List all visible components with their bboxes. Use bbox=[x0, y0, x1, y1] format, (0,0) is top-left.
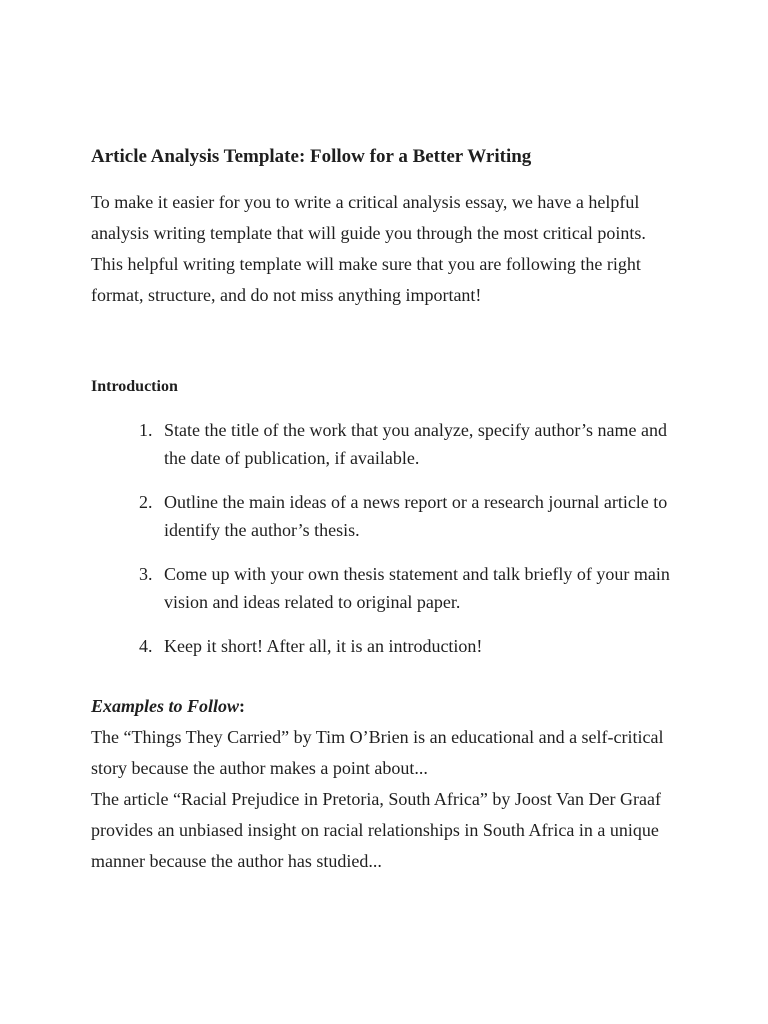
examples-heading bbox=[91, 692, 245, 720]
examples-heading-text: Examples to Follow bbox=[91, 696, 240, 716]
list-item-number: 4. bbox=[139, 636, 153, 656]
list-item-text: Come up with your own thesis statement and talk briefly of your main vision and ideas related to original paper. bbox=[164, 564, 670, 612]
example-paragraph: The “Things They Carried” by Tim O’Brien is an educational and a self-critical story because the author makes a point about... bbox=[91, 727, 664, 778]
example-paragraph: The article “Racial Prejudice in Pretoria, South Africa” by Joost Van Der Graaf provides an unbiased insight on racial relationships in South Africa in a unique manner because the author has studied... bbox=[91, 789, 661, 871]
list-item bbox=[139, 632, 679, 660]
list-item-text: Keep it short! After all, it is an introduction! bbox=[164, 636, 483, 656]
list-item-number: 3. bbox=[139, 564, 153, 584]
list-item bbox=[139, 560, 679, 616]
list-item-number: 2. bbox=[139, 492, 153, 512]
list-item-number: 1. bbox=[139, 420, 153, 440]
introduction-heading: Introduction bbox=[91, 378, 178, 395]
intro-paragraph: To make it easier for you to write a critical analysis essay, we have a helpful analysis writing template that will guide you through the most critical points. This helpful writing template will make sure that you are following the right format, structure, and do not miss anything important! bbox=[91, 192, 646, 305]
document-title: Article Analysis Template: Follow for a Better Writing bbox=[91, 146, 532, 167]
list-item bbox=[139, 488, 679, 544]
list-item bbox=[139, 416, 679, 472]
examples-body bbox=[91, 722, 686, 877]
list-item-text: Outline the main ideas of a news report or a research journal article to identify the author’s thesis. bbox=[164, 492, 668, 540]
list-item-text: State the title of the work that you analyze, specify author’s name and the date of publication, if available. bbox=[164, 420, 668, 468]
examples-heading-colon: : bbox=[239, 696, 246, 716]
